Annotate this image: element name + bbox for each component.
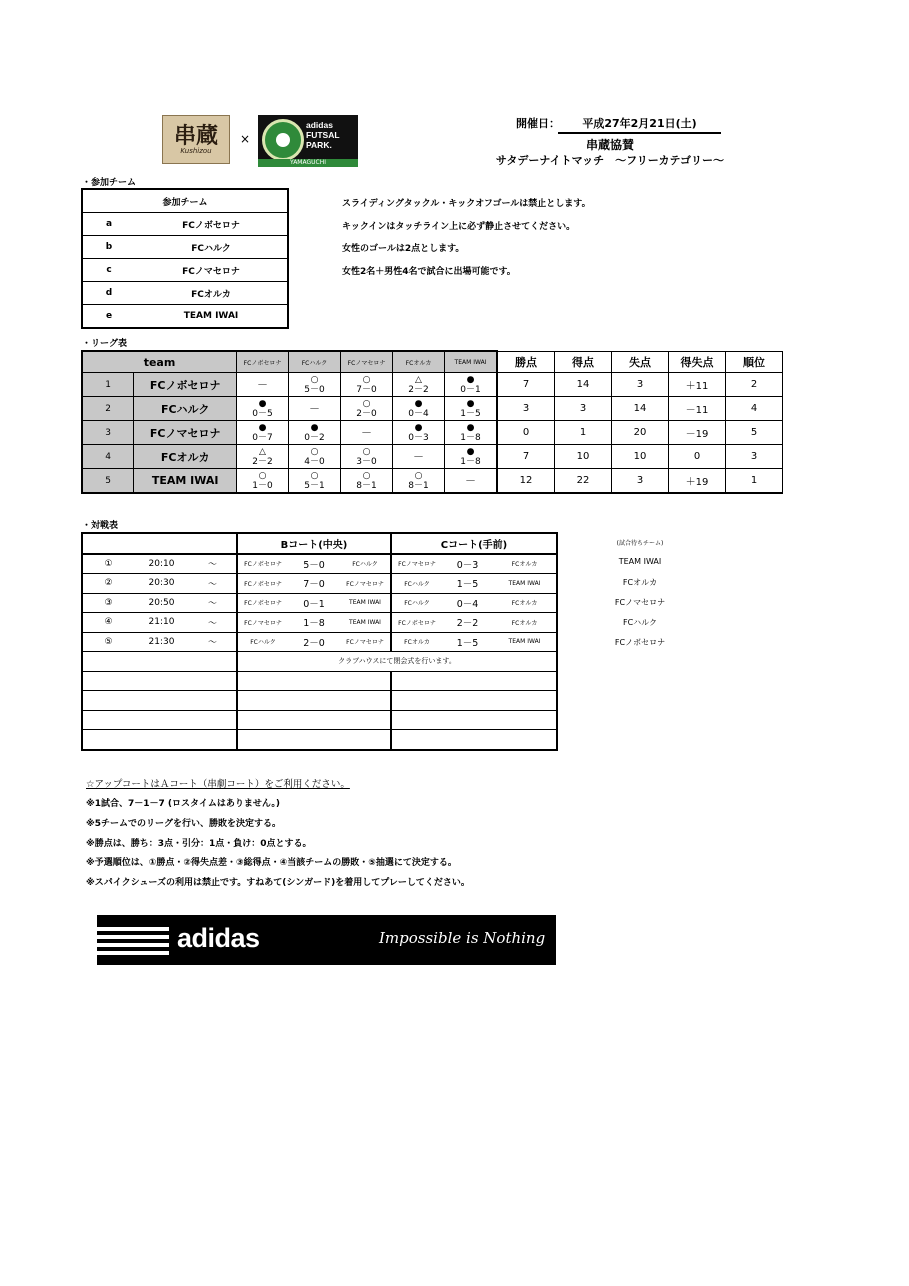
league-stat-value: 3 [612,469,669,494]
empty-row [82,671,557,691]
league-result-cell [341,469,393,494]
empty-row [82,710,557,730]
kushizou-logo-text: 串蔵 [173,122,218,149]
league-rank-num: 1 [82,373,134,397]
participants-header-row [82,189,288,213]
participant-id: e [82,305,135,329]
adidas-wordmark: adidas [177,923,260,953]
league-result-cell [445,397,498,421]
league-result-mark: ○ [362,398,371,409]
league-stat-value: 3 [612,373,669,397]
league-result-mark: ○ [414,470,423,481]
note-item: ※勝点は、勝ち：3点・引分：1点・負け：0点とする。 [86,839,312,849]
league-result-score: 5－0 [304,384,325,395]
court-c-home: FCオルカ [391,632,442,652]
league-result-score: 2－0 [356,408,377,419]
empty-row [82,691,557,711]
league-result-mark: ● [258,398,267,409]
match-time: 21:10 [134,613,189,633]
league-stat-value: 14 [612,397,669,421]
league-result-mark: △ [259,446,266,457]
league-result-mark: ● [466,398,475,409]
empty-cell [391,730,557,750]
futsal-logo-line-1: adidas [306,120,333,130]
league-result-cell [393,445,445,469]
league-stat-header: 失点 [612,351,669,373]
league-stat-value: 3 [497,397,555,421]
league-result-mark: △ [415,374,422,385]
league-stat-value: 7 [497,373,555,397]
event-title: サタデーナイトマッチ ～フリーカテゴリー～ [495,154,725,167]
note-item: ※スパイクシューズの利用は禁止です。すねあて(シンガード)を着用してプレーしてください。 [86,878,470,888]
court-c-score: 0－4 [442,593,493,613]
league-col-team: FCノボセロナ [237,351,289,373]
court-b-home: FCノボセロナ [237,593,288,613]
empty-cell [82,652,237,672]
court-b-home: FCハルク [237,632,288,652]
league-result-cell [393,469,445,494]
match-time: 20:50 [134,593,189,613]
participant-row [82,259,288,282]
court-b-score: 5－0 [288,554,340,574]
closing-row [82,652,557,672]
participant-id: c [82,259,135,282]
league-col-team: TEAM IWAI [445,351,498,373]
empty-cell [391,691,557,711]
participant-name: TEAM IWAI [135,305,288,329]
league-result-score: 3－0 [356,456,377,467]
participant-row [82,236,288,259]
league-result-cell [289,421,341,445]
rule-text: 女性のゴールは2点とします。 [342,244,465,254]
league-result-score: 2－2 [408,384,429,395]
league-result-cell [289,445,341,469]
futsal-ball-icon [262,119,304,161]
empty-cell [237,691,391,711]
court-c-home: FCハルク [391,574,442,594]
league-result-score: 0－4 [408,408,429,419]
waiting-team: FCノボセロナ [614,638,666,647]
waiting-team: FCハルク [622,618,658,627]
participant-id: a [82,213,135,236]
match-tilde: ～ [189,574,237,594]
league-stat-value: 5 [726,421,783,445]
court-b-score: 1－8 [288,613,340,633]
match-row [82,632,557,652]
league-result-cell [289,373,341,397]
league-result-mark: ● [466,422,475,433]
league-result-mark: ○ [258,470,267,481]
waiting-team: TEAM IWAI [618,557,662,566]
court-b-away: TEAM IWAI [340,613,391,633]
league-result-score: 0－3 [408,432,429,443]
match-number: ③ [82,593,134,613]
league-stat-value: 3 [555,397,612,421]
league-team-header: team [82,351,237,373]
times-symbol: × [240,132,251,146]
league-result-cell [445,445,498,469]
court-b-away: FCノマセロナ [340,574,391,594]
league-result-score: 1－5 [460,408,481,419]
participant-row [82,282,288,305]
event-date: 平成27年2月21日(土) [558,115,721,134]
league-result-cell [237,469,289,494]
league-stat-value: 0 [669,445,726,469]
league-team-name: FCノマセロナ [134,421,237,445]
court-c-home: FCノマセロナ [391,554,442,574]
match-tilde: ～ [189,554,237,574]
league-team-name: FCオルカ [134,445,237,469]
match-time: 21:30 [134,632,189,652]
league-result-score: － [361,425,372,439]
court-c-away: FCオルカ [493,554,557,574]
league-result-mark: ● [310,422,319,433]
match-number: ⑤ [82,632,134,652]
adidas-stripes-icon [97,927,169,957]
league-stat-value: －11 [669,397,726,421]
participant-name: FCノボセロナ [135,213,288,236]
date-label: 開催日： [516,117,560,130]
sponsor-title: 串蔵協賛 [585,138,634,152]
waiting-header: (試合待ちチーム) [616,540,664,547]
rule-text: 女性2名＋男性4名で試合に出場可能です。 [342,267,516,277]
league-stat-value: 20 [612,421,669,445]
league-result-mark: ○ [310,446,319,457]
up-court-note: ☆アップコートはＡコート（串劇コート）をご利用ください。 [86,779,350,790]
schedule-section-label: ・対戦表 [82,521,119,531]
court-b-away: FCノマセロナ [340,632,391,652]
note-item: ※5チームでのリーグを行い、勝敗を決定する。 [86,819,282,829]
match-tilde: ～ [189,593,237,613]
participant-name: FCハルク [135,236,288,259]
league-result-cell [237,397,289,421]
league-stat-header: 得点 [555,351,612,373]
participant-id: b [82,236,135,259]
league-table [81,350,783,494]
league-col-team: FCハルク [289,351,341,373]
empty-cell [82,730,237,750]
participant-row [82,213,288,236]
league-stat-value: 14 [555,373,612,397]
court-c-home: FCハルク [391,593,442,613]
court-c-away: TEAM IWAI [493,574,557,594]
league-stat-value: 12 [497,469,555,494]
league-result-mark: ● [414,422,423,433]
league-result-mark: ● [466,446,475,457]
league-rank-num: 2 [82,397,134,421]
court-b-score: 0－1 [288,593,340,613]
kushizou-logo-subtext: Kushizou [180,146,212,155]
league-result-cell [393,373,445,397]
league-result-cell [445,373,498,397]
court-c-away: FCオルカ [493,593,557,613]
league-result-score: 0－7 [252,432,273,443]
league-stat-value: 2 [726,373,783,397]
league-result-cell [289,469,341,494]
league-stat-value: 1 [726,469,783,494]
league-row [82,421,783,445]
league-result-cell [393,397,445,421]
league-stat-value: 10 [555,445,612,469]
league-row [82,397,783,421]
court-c-score: 0－3 [442,554,493,574]
league-result-mark: ○ [362,446,371,457]
empty-cell [237,730,391,750]
court-c-away: TEAM IWAI [493,632,557,652]
closing-note: クラブハウスにて閉会式を行います。 [237,652,557,672]
match-number: ④ [82,613,134,633]
league-result-score: 0－2 [304,432,325,443]
league-team-name: FCハルク [134,397,237,421]
league-result-mark: ● [258,422,267,433]
court-b-home: FCノマセロナ [237,613,288,633]
court-b-home: FCノボセロナ [237,574,288,594]
match-row [82,613,557,633]
rule-text: キックインはタッチライン上に必ず静止させてください。 [342,222,576,232]
court-b-away: FCハルク [340,554,391,574]
league-header-row [82,351,783,373]
league-result-cell [237,421,289,445]
futsal-park-logo [258,115,358,167]
league-stat-header: 順位 [726,351,783,373]
match-tilde: ～ [189,613,237,633]
kushizou-logo [162,115,230,164]
match-time: 20:30 [134,574,189,594]
waiting-team: FCノマセロナ [614,598,666,607]
league-row [82,445,783,469]
league-stat-value: －19 [669,421,726,445]
league-result-score: 0－1 [460,384,481,395]
waiting-team: FCオルカ [622,578,658,587]
league-result-mark: ○ [310,374,319,385]
empty-cell [237,710,391,730]
match-row [82,574,557,594]
participants-section-label: ・参加チーム [82,178,137,188]
league-col-team: FCノマセロナ [341,351,393,373]
league-section-label: ・リーグ表 [82,339,128,349]
league-result-score: 5－1 [304,480,325,491]
match-tilde: ～ [189,632,237,652]
court-b-header: Bコート(中央) [237,533,391,554]
court-c-score: 1－5 [442,632,493,652]
note-item: ※1試合、7－1－7 (ロスタイムはありません。) [86,799,281,809]
empty-cell [391,710,557,730]
league-result-mark: ● [414,398,423,409]
league-stat-value: 1 [555,421,612,445]
league-result-score: － [465,473,476,487]
empty-cell [82,710,237,730]
league-rank-num: 4 [82,445,134,469]
court-c-home: FCノボセロナ [391,613,442,633]
league-stat-header: 得失点 [669,351,726,373]
league-result-score: 8－1 [408,480,429,491]
league-result-mark: ○ [362,470,371,481]
league-result-cell [237,445,289,469]
league-rank-num: 5 [82,469,134,494]
empty-row [82,730,557,750]
league-team-name: TEAM IWAI [134,469,237,494]
league-result-score: － [413,449,424,463]
league-result-mark: ○ [362,374,371,385]
league-stat-value: 10 [612,445,669,469]
participant-id: d [82,282,135,305]
league-result-cell [341,421,393,445]
league-result-score: 4－0 [304,456,325,467]
league-result-mark: ● [466,374,475,385]
participants-header: 参加チーム [82,189,288,213]
schedule-header-blank [82,533,237,554]
league-result-cell [341,373,393,397]
league-result-score: 0－5 [252,408,273,419]
league-result-score: 2－2 [252,456,273,467]
empty-cell [82,691,237,711]
rule-text: スライディングタックル・キックオフゴールは禁止とします。 [342,199,591,209]
participant-name: FCオルカ [135,282,288,305]
empty-cell [82,671,237,691]
league-result-score: － [309,401,320,415]
futsal-logo-line-3: PARK. [306,140,332,150]
note-item: ※予選順位は、①勝点・②得失点差・③総得点・④当該チームの勝敗・⑤抽選にて決定する。 [86,858,457,868]
court-b-home: FCノボセロナ [237,554,288,574]
league-result-score: 7－0 [356,384,377,395]
court-b-score: 7－0 [288,574,340,594]
league-stat-header: 勝点 [497,351,555,373]
court-b-away: TEAM IWAI [340,593,391,613]
schedule-header-row [82,533,557,554]
futsal-logo-line-2: FUTSAL [306,130,340,140]
league-result-cell [341,445,393,469]
league-row [82,373,783,397]
match-row [82,554,557,574]
league-stat-value: ＋19 [669,469,726,494]
league-result-cell [393,421,445,445]
league-col-team: FCオルカ [393,351,445,373]
league-stat-value: 7 [497,445,555,469]
match-row [82,593,557,613]
court-b-score: 2－0 [288,632,340,652]
schedule-table [81,532,558,751]
league-result-score: 1－0 [252,480,273,491]
match-time: 20:10 [134,554,189,574]
league-result-mark: ○ [310,470,319,481]
empty-cell [237,671,391,691]
league-stat-value: 4 [726,397,783,421]
league-result-score: － [257,377,268,391]
league-result-cell [445,421,498,445]
league-stat-value: ＋11 [669,373,726,397]
futsal-logo-city: YAMAGUCHI [258,159,358,167]
match-number: ② [82,574,134,594]
empty-cell [391,671,557,691]
league-result-cell [341,397,393,421]
participant-row [82,305,288,329]
league-team-name: FCノボセロナ [134,373,237,397]
court-c-score: 1－5 [442,574,493,594]
league-result-score: 1－8 [460,456,481,467]
league-stat-value: 0 [497,421,555,445]
court-c-score: 2－2 [442,613,493,633]
league-stat-value: 22 [555,469,612,494]
league-row [82,469,783,494]
league-result-score: 1－8 [460,432,481,443]
league-result-cell [289,397,341,421]
adidas-banner [97,915,556,965]
court-c-header: Cコート(手前) [391,533,557,554]
league-stat-value: 3 [726,445,783,469]
league-result-cell [237,373,289,397]
match-number: ① [82,554,134,574]
league-result-score: 8－1 [356,480,377,491]
league-rank-num: 3 [82,421,134,445]
participant-name: FCノマセロナ [135,259,288,282]
adidas-slogan: Impossible is Nothing [379,929,546,947]
court-c-away: FCオルカ [493,613,557,633]
participants-table [81,188,289,329]
league-result-cell [445,469,498,494]
